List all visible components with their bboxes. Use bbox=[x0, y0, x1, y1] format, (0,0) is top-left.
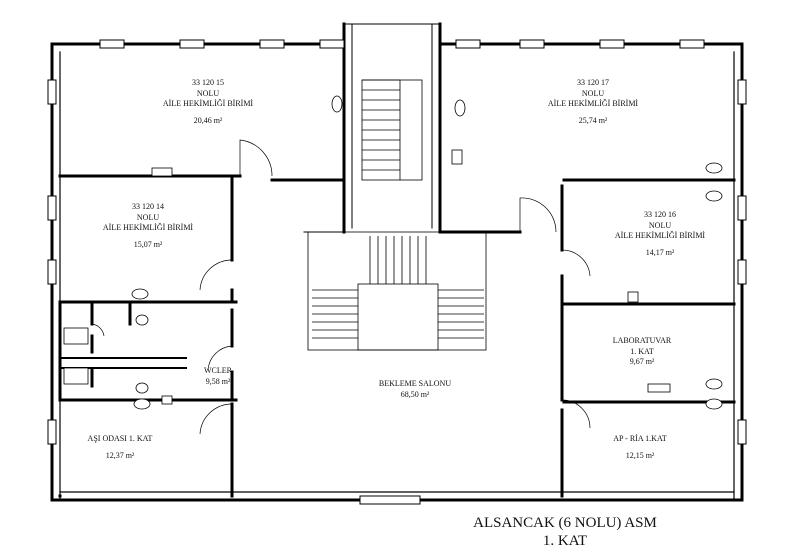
room-label-33-120-16 bbox=[590, 210, 730, 258]
room-area: 12,37 m² bbox=[105, 450, 135, 460]
room-label-ap-ria bbox=[590, 434, 690, 461]
room-label-33-120-15 bbox=[138, 78, 278, 126]
room-nolu: NOLU bbox=[648, 220, 672, 230]
room-name: AŞI ODASI 1. KAT bbox=[87, 434, 153, 443]
room-floor: 1. KAT bbox=[630, 346, 654, 356]
room-nolu: NOLU bbox=[196, 88, 220, 98]
room-name: LABORATUVAR bbox=[612, 336, 672, 345]
room-label-wcler bbox=[188, 366, 248, 387]
room-area: 12,15 m² bbox=[625, 450, 655, 460]
room-label-bekleme-salonu bbox=[365, 379, 465, 400]
plan-title bbox=[440, 514, 690, 550]
room-area: 68,50 m² bbox=[400, 389, 430, 399]
room-name: WCLER bbox=[204, 366, 232, 375]
room-label-asi-odasi bbox=[70, 434, 170, 461]
lobby-stairs bbox=[308, 80, 486, 350]
room-label-33-120-17 bbox=[523, 78, 663, 126]
room-name: AİLE HEKİMLİĞİ BİRİMİ bbox=[162, 99, 254, 108]
room-number: 33 120 17 bbox=[577, 78, 609, 87]
room-name: AİLE HEKİMLİĞİ BİRİMİ bbox=[102, 223, 194, 232]
room-area: 25,74 m² bbox=[578, 115, 608, 125]
room-area: 9,67 m² bbox=[629, 357, 655, 366]
room-name: AİLE HEKİMLİĞİ BİRİMİ bbox=[614, 231, 706, 240]
room-number: 33 120 15 bbox=[192, 78, 224, 87]
room-name: AİLE HEKİMLİĞİ BİRİMİ bbox=[547, 99, 639, 108]
room-area: 9,58 m² bbox=[205, 376, 231, 386]
room-area: 14,17 m² bbox=[645, 247, 675, 257]
room-label-laboratuvar bbox=[592, 336, 692, 368]
door-swings bbox=[92, 140, 590, 434]
plan-title-line1: ALSANCAK (6 NOLU) ASM bbox=[473, 515, 657, 531]
room-label-33-120-14 bbox=[78, 202, 218, 250]
room-area: 15,07 m² bbox=[133, 239, 163, 249]
room-area: 20,46 m² bbox=[193, 115, 223, 125]
room-nolu: NOLU bbox=[581, 88, 605, 98]
room-number: 33 120 16 bbox=[644, 210, 676, 219]
room-number: 33 120 14 bbox=[132, 202, 164, 211]
room-nolu: NOLU bbox=[136, 212, 160, 222]
room-name: BEKLEME SALONU bbox=[378, 379, 452, 388]
plan-title-line2: 1. KAT bbox=[542, 533, 588, 549]
room-name: AP - RİA 1.KAT bbox=[613, 434, 667, 443]
